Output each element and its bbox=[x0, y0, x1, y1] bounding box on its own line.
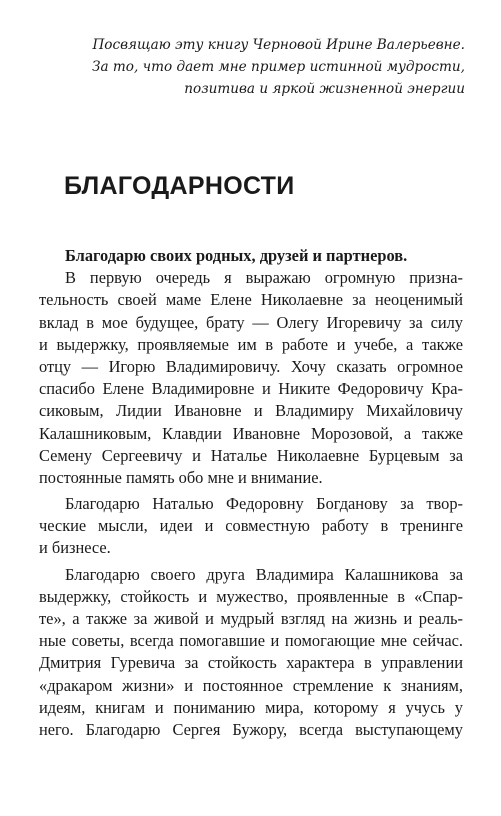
chapter-title: БЛАГОДАРНОСТИ bbox=[64, 172, 295, 200]
paragraph-2 bbox=[39, 493, 463, 560]
text-line: «дракаром жизни» и постоянное стремление к знаниям, bbox=[39, 675, 463, 695]
text-line: Семену Сергеевичу и Наталье Николаевне Бурцевым за bbox=[39, 445, 463, 465]
acknowledgements-body bbox=[39, 245, 463, 741]
text-line: те», а также за живой и мудрый взгляд на жизнь и реаль- bbox=[39, 609, 463, 628]
section-heading: Благодарю своих родных, друзей и партнеров. bbox=[65, 246, 408, 265]
text-line: выдержку, стойкость и мужество, проявленные в «Спар- bbox=[39, 586, 463, 606]
text-line: ные советы, всегда помогавшие и помогающие мне сейчас. bbox=[39, 631, 463, 651]
dedication bbox=[65, 34, 465, 100]
text-line: него. Благодарю Сергея Бужору, всегда выступающему bbox=[39, 719, 463, 739]
text-line: и бизнесе. bbox=[39, 538, 111, 558]
paragraph-3 bbox=[39, 564, 463, 742]
text-line: тельность своей маме Елене Николаевне за неоценимый bbox=[39, 290, 463, 310]
dedication-line: Посвящаю эту книгу Черновой Ирине Валерьевне. bbox=[92, 37, 465, 53]
text-line: Дмитрия Гуревича за стойкость характера в управлении bbox=[39, 653, 463, 673]
dedication-line: позитива и яркой жизненной энергии bbox=[184, 81, 465, 97]
text-line: и выдержку, проявляемые им в работе и учебе, а также bbox=[39, 334, 463, 354]
text-line: Благодарю своего друга Владимира Калашникова за bbox=[65, 564, 463, 584]
text-line: постоянные память обо мне и внимание. bbox=[39, 467, 323, 487]
text-line: Благодарю Наталью Федоровну Богданову за твор- bbox=[65, 494, 463, 514]
text-line: Калашниковым, Клавдии Ивановне Морозовой, а также bbox=[39, 423, 463, 443]
text-line: сиковым, Лидии Ивановне и Владимиру Михайловичу bbox=[39, 401, 463, 421]
text-line: В первую очередь я выражаю огромную призна- bbox=[65, 268, 463, 288]
text-line: ческие мысли, идеи и совместную работу в тренинге bbox=[39, 516, 463, 536]
paragraph-1 bbox=[39, 267, 463, 489]
text-line: идеям, книгам и пониманию мира, которому я учусь у bbox=[39, 697, 463, 717]
text-line: отцу — Игорю Владимировичу. Хочу сказать огромное bbox=[39, 356, 463, 376]
dedication-line: За то, что дает мне пример истинной мудрости, bbox=[92, 59, 465, 75]
text-line: вклад в мое будущее, брату — Олегу Игоревичу за силу bbox=[39, 312, 463, 332]
text-line: спасибо Елене Владимировне и Никите Федоровичу Кра- bbox=[39, 379, 463, 399]
